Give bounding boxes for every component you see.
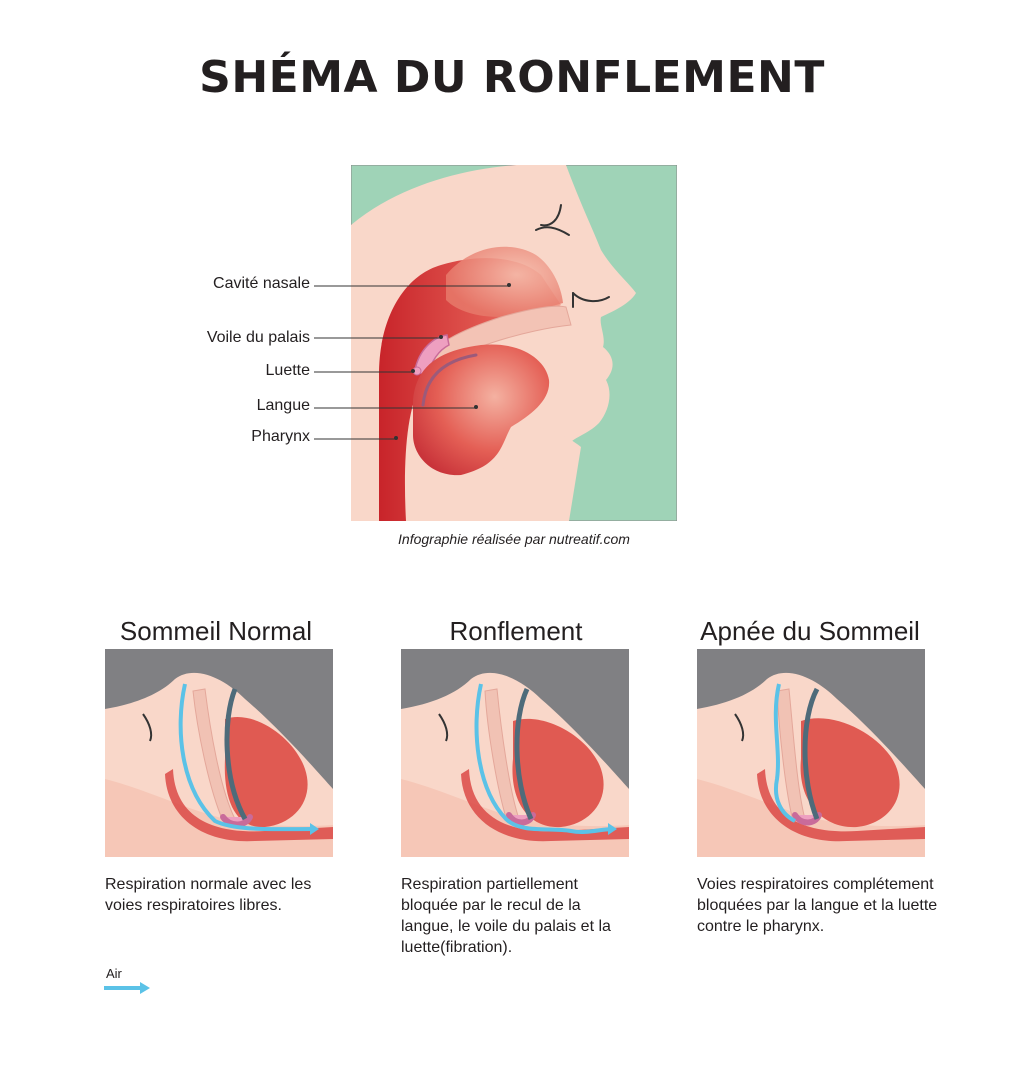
leader-line-langue: [314, 406, 484, 410]
panel-illustration-ronflement: [401, 649, 629, 857]
label-langue: Langue: [256, 397, 310, 414]
leader-line-pharynx: [314, 437, 404, 441]
head-cross-section-illustration: [351, 165, 677, 521]
label-voile-du-palais: Voile du palais: [206, 329, 310, 346]
panel-title-apnee-du-sommeil: Apnée du Sommeil: [700, 616, 920, 646]
label-pharynx: Pharynx: [251, 428, 310, 445]
leader-line-luette: [314, 370, 414, 374]
page-title: SHÉMA DU RONFLEMENT: [199, 52, 825, 103]
legend-label-air: Air: [106, 966, 122, 981]
label-luette: Luette: [265, 362, 310, 379]
leader-line-voile-du-palais: [314, 336, 444, 340]
credit-caption: Infographie réalisée par nutreatif.com: [398, 531, 630, 547]
leader-line-cavite-nasale: [314, 284, 514, 288]
panel-description-apnee-du-sommeil: Voies respiratoires complétement bloquées par la langue et la luette contre le pharynx.: [697, 876, 938, 935]
panel-title-ronflement: Ronflement: [449, 616, 583, 646]
panel-description-ronflement: Respiration partiellement bloquée par le recul de la langue, le voile du palais et la luette(fibration).: [401, 876, 611, 956]
panel-illustration-apnee-du-sommeil: [697, 649, 925, 857]
panel-description-sommeil-normal: Respiration normale avec les voies respiratoires libres.: [105, 876, 312, 914]
panel-illustration-sommeil-normal: [105, 649, 333, 857]
panel-title-sommeil-normal: Sommeil Normal: [119, 616, 313, 646]
air-arrow-icon: [104, 981, 154, 995]
label-cavite-nasale: Cavité nasale: [213, 275, 310, 292]
